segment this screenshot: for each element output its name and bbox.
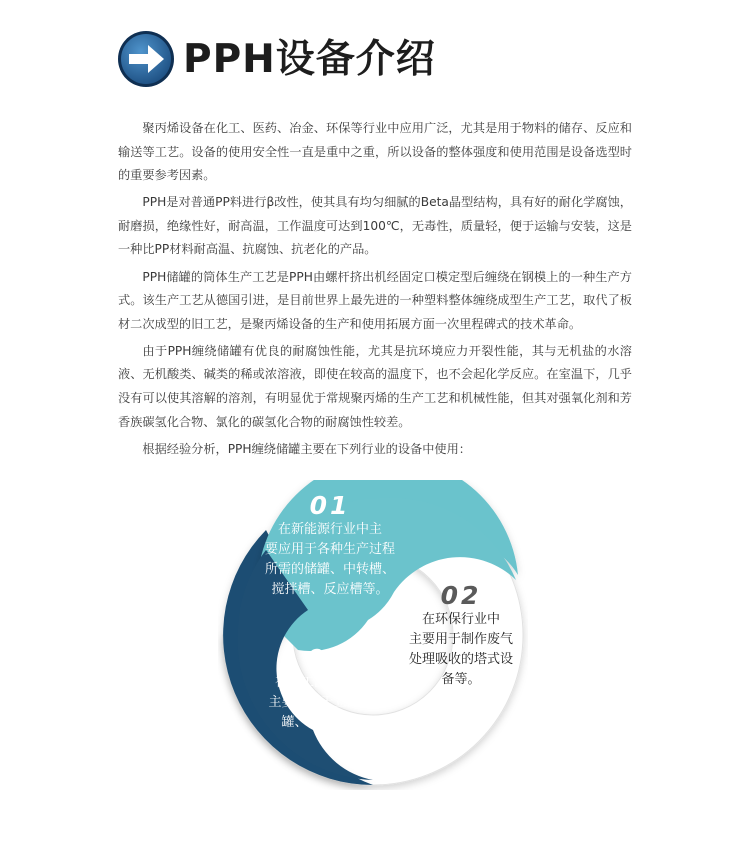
- segment-line: 罐、计量罐等。: [281, 715, 373, 730]
- paragraph: 聚丙烯设备在化工、医药、冶金、环保等行业中应用广泛，尤其是用于物料的储存、反应和输送等工艺。设备的使用安全性一直是重中之重，所以设备的整体强度和使用范围是设备选型时的重要参考因素。: [118, 121, 632, 183]
- segment-line: 处理吸收的塔式设: [408, 652, 513, 667]
- segment-line: 所需的储罐、中转槽、: [264, 562, 395, 577]
- header: [117, 28, 577, 92]
- paragraph: PPH储罐的筒体生产工艺是PPH由螺杆挤出机经固定口模定型后缠绕在钢模上的一种生产方式。该生产工艺从德国引进，是目前世界上最先进的一种塑料整体缠绕成型生产工艺，取代了板材二次成型的旧工艺，是聚丙烯设备的生产和使用拓展方面一次里程碑式的技术革命。: [118, 269, 632, 331]
- segment-03: [262, 645, 392, 733]
- segment-number: 02: [440, 581, 482, 610]
- segment-01: [260, 492, 400, 600]
- arrow-right-icon: [117, 30, 175, 88]
- segment-line: 要应用于各种生产过程: [264, 542, 395, 557]
- segment-line: 在新能源行业中主: [277, 522, 382, 537]
- intro-text: [118, 117, 632, 465]
- segment-line: 在环保行业中: [421, 612, 500, 627]
- segment-line: 在化工医药行业中: [274, 675, 379, 690]
- segment-line: 备等。: [441, 672, 481, 687]
- segment-line: 主要应用于立卧式储: [268, 695, 386, 710]
- segment-line: 搅拌槽、反应槽等。: [271, 582, 389, 597]
- segment-02: [405, 582, 517, 690]
- paragraph: 由于PPH缠绕储罐有优良的耐腐蚀性能，尤其是抗环境应力开裂性能，其与无机盐的水溶液、无机酸类、碱类的稀或浓溶液，即使在较高的温度下，也不会起化学反应。在室温下，几乎没有可以使其溶解的溶剂，有明显优于常规聚丙烯的生产工艺和机械性能，但其对强氧化剂和芳香族碳氢化合物、氯化的碳氢化合物的耐腐蚀性较差。: [118, 343, 632, 429]
- page-title: PPH设备介绍: [183, 37, 436, 82]
- segment-number: 01: [309, 491, 351, 520]
- paragraph: 根据经验分析，PPH缠绕储罐主要在下列行业的设备中使用：: [142, 441, 471, 456]
- segment-line: 主要用于制作废气: [408, 632, 513, 647]
- segment-number: 03: [306, 644, 348, 673]
- paragraph: PPH是对普通PP料进行β改性，使其具有均匀细腻的Beta晶型结构，具有好的耐化学腐蚀，耐磨损，绝缘性好，耐高温，工作温度可达到100℃，无毒性，质量轻，便于运输与安装，这是一种比PP材料耐高温、抗腐蚀、抗老化的产品。: [118, 195, 632, 257]
